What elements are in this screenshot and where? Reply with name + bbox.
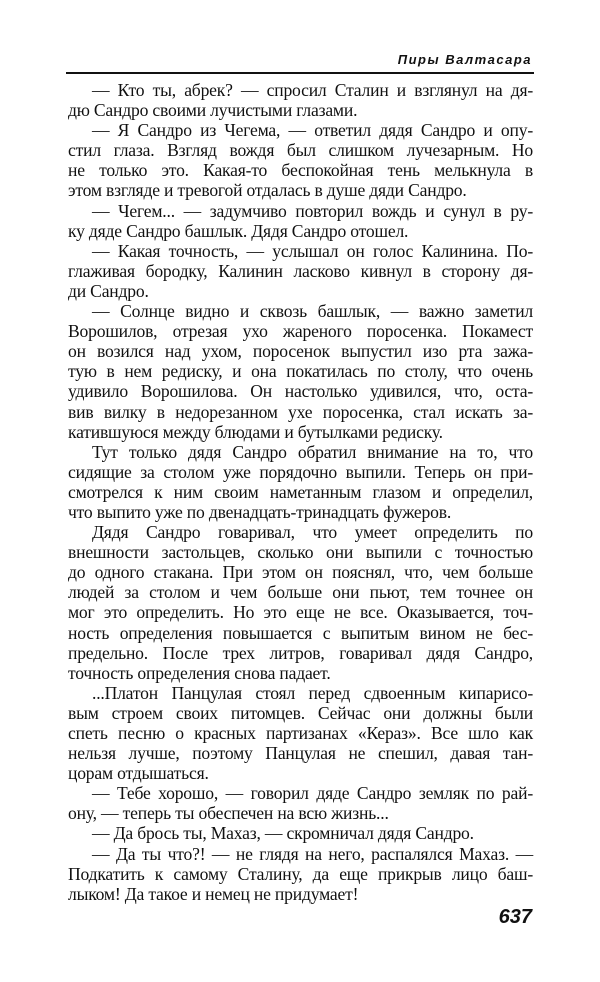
- text-line: тую в нем редиску, и она покатилась по столу, что очень: [68, 361, 533, 382]
- text-line: ди Сандро.: [68, 280, 149, 301]
- text-line: этом взгляде и тревогой отдалась в душе дяди Сандро.: [68, 180, 467, 201]
- page-body-text: [68, 80, 533, 904]
- text-line: ону, — теперь ты обеспечен на всю жизнь...: [68, 803, 389, 824]
- text-line: точность определения снова падает.: [68, 662, 331, 683]
- text-line: Тут только дядя Сандро обратил внимание на то, что: [92, 441, 533, 462]
- running-header: [66, 50, 534, 74]
- text-line: — Чегем... — задумчиво повторил вождь и сунул в ру-: [92, 200, 533, 221]
- text-line: нельзя лучше, поэтому Панцулая не спешил, давая тан-: [68, 743, 533, 764]
- text-line: — Да брось ты, Махаз, — скромничал дядя Сандро.: [92, 823, 474, 844]
- text-line: — Тебе хорошо, — говорил дяде Сандро земляк по рай-: [92, 783, 533, 804]
- text-line: вым строем своих питомцев. Сейчас они должны были: [68, 702, 533, 723]
- running-title: Пиры Валтасара: [397, 52, 532, 67]
- text-line: мог это определить. Но это еще не все. Оказывается, точ-: [68, 602, 533, 623]
- text-line: внешности застольцев, сколько они выпили с точностью: [68, 542, 533, 563]
- text-line: вив вилку в недорезанном ухе поросенка, стал искать за-: [68, 401, 533, 422]
- text-line: — Солнце видно и сквозь башлык, — важно заметил: [92, 301, 533, 322]
- text-line: не только это. Какая-то беспокойная тень мелькнула в: [68, 160, 533, 181]
- text-line: ность определения повышается с выпитым вином не бес-: [68, 622, 533, 643]
- text-line: людей за столом и чем больше они пьют, тем точнее он: [68, 582, 533, 603]
- page-number: 637: [498, 906, 532, 928]
- text-line: предельно. После трех литров, говаривал дядя Сандро,: [68, 642, 533, 663]
- text-line: Дядя Сандро говаривал, что умеет определить по: [92, 522, 533, 543]
- text-line: дю Сандро своими лучистыми глазами.: [68, 100, 358, 121]
- text-line: ку дяде Сандро башлык. Дядя Сандро отошел.: [68, 220, 409, 241]
- text-line: цорам отдышаться.: [68, 763, 209, 784]
- text-line: удивило Ворошилова. Он настолько удивился, что, оста-: [68, 381, 533, 402]
- text-line: катившуюся между блюдами и бутылками редиску.: [68, 421, 443, 442]
- text-line: — Кто ты, абрек? — спросил Сталин и взглянул на дя-: [92, 80, 533, 100]
- text-line: лыком! Да такое и немец не придумает!: [68, 883, 359, 904]
- text-line: глаживая бородку, Калинин ласково кивнул в сторону дя-: [68, 260, 533, 281]
- text-line: он возился над ухом, поросенок выпустил изо рта зажа-: [68, 341, 533, 362]
- text-line: до одного стакана. При этом он пояснял, что, чем больше: [68, 562, 533, 583]
- text-line: смотрелся к ним своим наметанным глазом и определил,: [68, 481, 533, 502]
- text-line: — Я Сандро из Чегема, — ответил дядя Сандро и опу-: [92, 120, 533, 141]
- text-line: — Да ты что?! — не глядя на него, распалялся Махаз. —: [92, 843, 533, 864]
- text-line: Ворошилов, отрезая ухо жареного поросенка. Покамест: [68, 321, 533, 342]
- text-line: стил глаза. Взгляд вождя был слишком лучезарным. Но: [68, 140, 533, 161]
- text-line: — Какая точность, — услышал он голос Калинина. По-: [92, 240, 533, 261]
- text-line: что выпито уже по двенадцать-тринадцать фужеров.: [68, 501, 452, 522]
- text-line: сидящие за столом уже порядочно выпили. Теперь он при-: [68, 461, 533, 482]
- text-line: спеть песню о красных партизанах «Кераз». Все шло как: [68, 723, 533, 743]
- text-line: ...Платон Панцулая стоял перед сдвоенным кипарисо-: [92, 682, 533, 703]
- text-line: Подкатить к самому Сталину, да еще прикрыв лицо баш-: [68, 863, 533, 884]
